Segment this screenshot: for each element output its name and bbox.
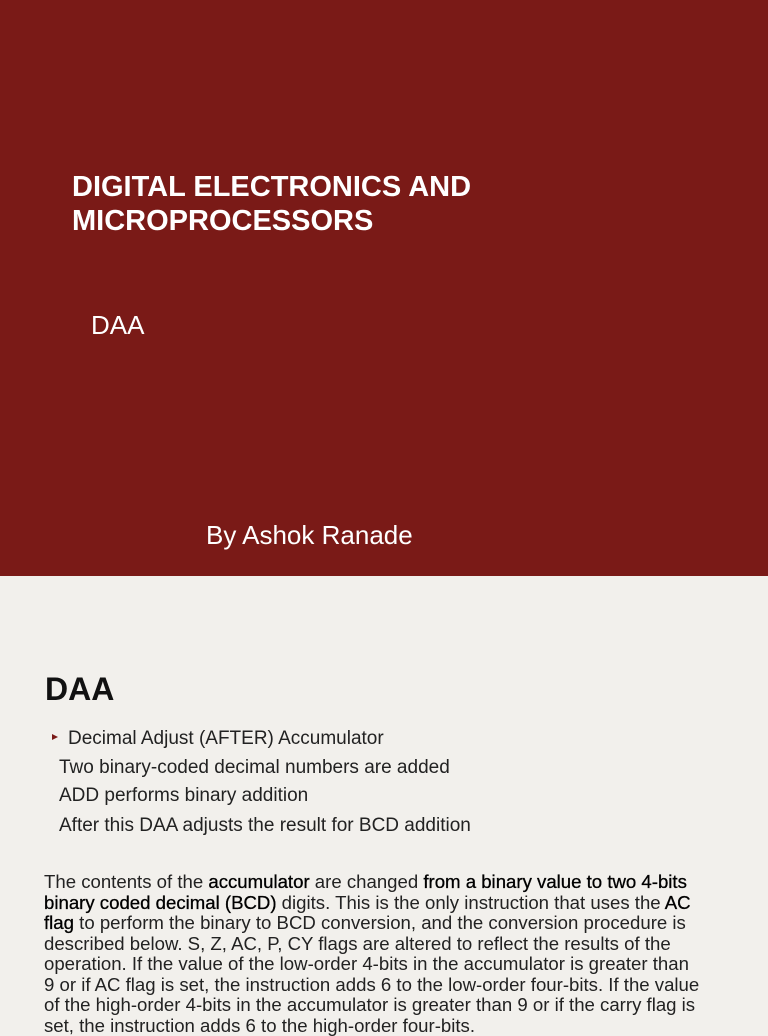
paragraph-bold-bcd: from a binary value to two 4-bits binary coded decimal (BCD): [44, 871, 687, 913]
title-line-1: DIGITAL ELECTRONICS AND: [72, 171, 472, 203]
presentation-subtitle: DAA: [91, 310, 145, 340]
paragraph-text-3: digits. This is the only instruction that uses the: [276, 891, 665, 913]
bullet-item: [52, 727, 384, 751]
slide-heading: DAA: [45, 671, 115, 707]
sub-line-1: Two binary-coded decimal numbers are added: [59, 757, 450, 778]
bullet-text: Decimal Adjust (AFTER) Accumulator: [68, 728, 384, 749]
presentation-title: [72, 170, 672, 238]
paragraph-bold-ac-flag: AC flag: [44, 891, 691, 933]
bullet-marker-icon: [52, 734, 58, 740]
sub-line-3: After this DAA adjusts the result for BCD addition: [59, 815, 471, 836]
paragraph-bold-accumulator: accumulator: [208, 871, 310, 892]
paragraph-text-2: are changed: [309, 871, 424, 892]
title-line-2: MICROPROCESSORS: [72, 205, 374, 237]
description-paragraph: [44, 872, 704, 1036]
paragraph-text-4: to perform the binary to BCD conversion, and the conversion procedure is described below. S, Z, AC, P, CY flags are altered to reflect the results of the operation. If the value of the low-order 4-bits in the accumulator is greater than 9 or if AC flag is set, the instruction adds 6 to the low-order four-bits. If the value of the high-order 4-bits in the accumulator is greater than 9 or if the carry flag is set, the instruction adds 6 to the high-order four-bits.: [44, 912, 700, 1036]
paragraph-text-1: The contents of the: [44, 871, 209, 892]
content-slide: [0, 576, 768, 1036]
author-credit: By Ashok Ranade: [206, 520, 413, 550]
sub-line-2: ADD performs binary addition: [59, 785, 309, 806]
